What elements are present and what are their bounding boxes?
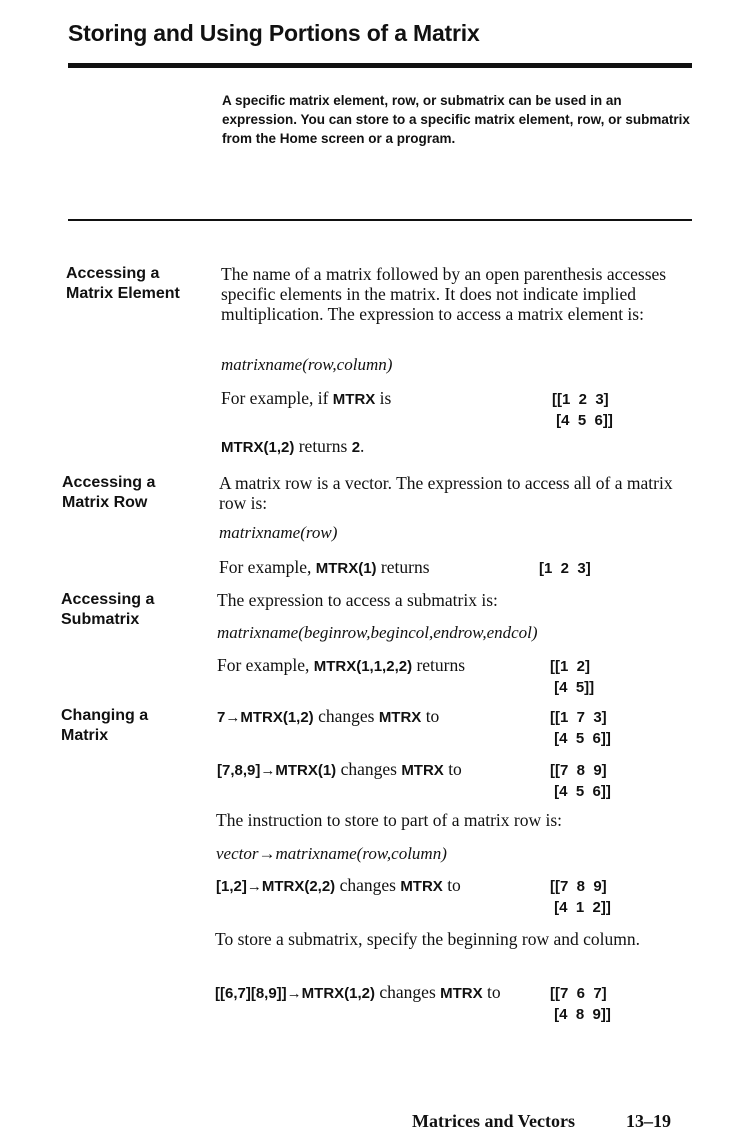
change-result-1: [[1 7 3] [4 5 6]] — [550, 709, 611, 747]
row-result-vector: [1 2 3] — [539, 560, 591, 577]
side-heading-row: Accessing a Matrix Row — [62, 474, 156, 511]
page-title: Storing and Using Portions of a Matrix — [68, 20, 480, 46]
side-heading-changing: Changing a Matrix — [61, 707, 149, 744]
footer-section-name: Matrices and Vectors — [412, 1111, 575, 1131]
submatrix-description: The expression to access a submatrix is: — [217, 590, 498, 610]
row-syntax: matrixname(row) — [219, 523, 338, 542]
change-example-2: [7,8,9]→MTRX(1) changes MTRX to — [217, 759, 462, 779]
element-result: MTRX(1,2) returns 2. — [221, 436, 365, 456]
intro-paragraph: A specific matrix element, row, or submatrix can be used in an expression. You can store to a specific matrix element, row, or submatrix from the Home screen or a program. — [222, 93, 690, 146]
element-description: The name of a matrix followed by an open parenthesis accesses specific elements in the matrix. It does not indicate implied multiplication. The expression to access a matrix element is: — [221, 264, 667, 324]
submatrix-example: For example, MTRX(1,1,2,2) returns — [217, 655, 466, 675]
store-row-syntax: vector→matrixname(row,column) — [216, 844, 447, 863]
footer-page-number: 13–19 — [626, 1111, 671, 1131]
submatrix-result-matrix: [[1 2] [4 5]] — [550, 658, 595, 696]
change-example-3: [1,2]→MTRX(2,2) changes MTRX to — [216, 875, 461, 895]
element-example: For example, if MTRX is — [221, 388, 392, 408]
change-result-3: [[7 8 9] [4 1 2]] — [550, 878, 611, 916]
submatrix-syntax: matrixname(beginrow,begincol,endrow,endcol) — [217, 623, 538, 642]
element-matrix: [[1 2 3] [4 5 6]] — [552, 391, 613, 429]
change-example-1: 7→MTRX(1,2) changes MTRX to — [217, 706, 440, 726]
row-example: For example, MTRX(1) returns — [219, 557, 430, 577]
change-result-4: [[7 6 7] [4 8 9]] — [550, 985, 611, 1023]
change-result-2: [[7 8 9] [4 5 6]] — [550, 762, 611, 800]
store-row-description: The instruction to store to part of a matrix row is: — [216, 810, 563, 830]
section-divider — [68, 219, 692, 221]
element-syntax: matrixname(row,column) — [221, 355, 393, 374]
row-description: A matrix row is a vector. The expression to access all of a matrix row is: — [219, 473, 673, 513]
side-heading-submatrix: Accessing a Submatrix — [61, 591, 155, 628]
title-rule — [68, 63, 692, 68]
store-submatrix-description: To store a submatrix, specify the beginning row and column. — [215, 929, 640, 949]
side-heading-element: Accessing a Matrix Element — [66, 265, 180, 302]
change-example-4: [[6,7][8,9]]→MTRX(1,2) changes MTRX to — [215, 982, 501, 1002]
